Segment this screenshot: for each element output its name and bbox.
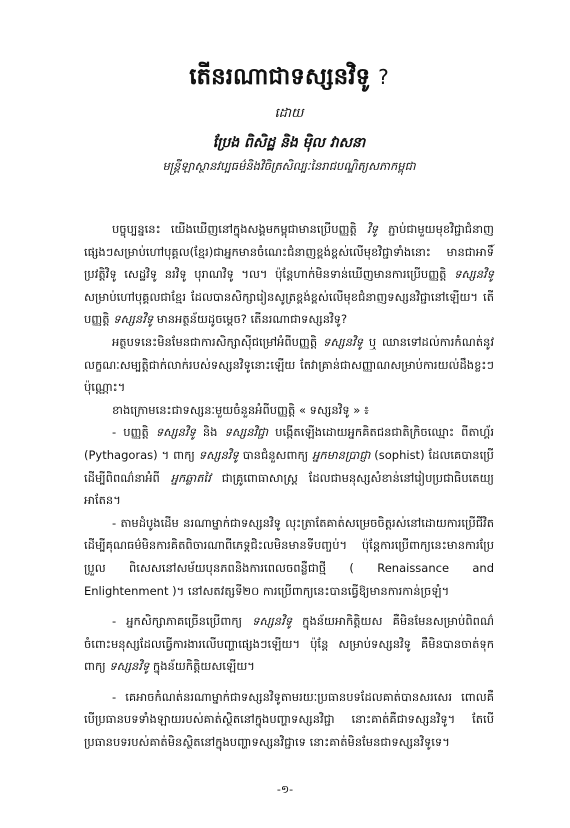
text-run: សម្រាប់ហៅបុគ្គលជាខ្មែរ ដែលបានសិក្សារៀនសូត្រខ្ពង់ខ្ពស់លើមុខជំនាញទស្សនវិជ្ជានៅឡើយ។ តើបញ្ញត្តិ [84,289,494,327]
italic-term: ទស្សនវិទូ [155,425,196,440]
text-run: - បញ្ញត្តិ [112,425,156,440]
text-run: ខាងក្រោមនេះជាទស្សនៈមួយចំនួនអំពីបញ្ញត្តិ « ទស្សនវិទូ » ៖ [112,402,369,417]
title-question-mark: ? [378,65,389,89]
paragraph-intro [84,218,494,331]
italic-term: ទស្សនវិទូ [252,614,293,629]
paragraph-point-3 [84,610,494,678]
italic-term: អ្នកឆ្លាតវៃ [170,470,211,485]
author-names: ប្រែង ពិសិដ្ឋ និង ម៉ិល វាសនា [212,135,366,151]
text-run: ក្នុងន័យអាកិត្តិយស គឺមិនមែនសម្រាប់ពិពណ៌ចំពោះមនុស្សដែលធ្វើការងារលើបញ្ហាផ្សេងៗឡើយ។ ប៉ុន្តែ សម្រាប់ទស្សនវិទូ គឺមិនបានចាត់ទុកពាក្យ [84,614,494,674]
paragraph-list-intro [84,399,494,422]
page-title [84,0,494,94]
text-run: មានអត្ថន័យដូចម្តេច? តើនរណាជាទស្សនវិទូ? [153,312,348,327]
italic-term: ទស្សនវិទូ [109,659,150,674]
text-run: - គេអាចកំណត់នរណាម្នាក់ជាទស្សនវិទូតាមរយៈប្រធានបទដែលគាត់បានសរសេរ ពោលគឺ បើប្រធានបទទាំងឡាយរបស់គាត់ស្ថិតនៅក្នុងបញ្ហាទស្សនវិជ្ជា នោះគាត់គឺជាទស្សនវិទូ។ តែបើប្រធានបទរបស់គាត់មិនស្ថិតនៅក្នុងបញ្ហាទស្សនវិជ្ជាទេ នោះគាត់មិនមែនជាទស្សនវិទូទេ។ [84,689,494,750]
paragraph-point-2 [84,512,494,602]
italic-term: ទស្សនវិទូ [198,447,239,462]
article-body [84,218,494,754]
text-run: ភ្ជាប់ជាមួយមុខវិជ្ជាជំនាញផ្សេងៗសម្រាប់ហៅបុគ្គល(ខ្មែរ)ជាអ្នកមានចំណេះជំនាញខ្ពង់ខ្ពស់លើមុខវិជ្ជាទាំងនោះ មានជាអាទិ៍ ប្រវត្តិវិទូ សេដ្ឋវិទូ នរវិទូ បុរាណវិទូ ។ល។ ប៉ុន្តែហាក់មិនទាន់ឃើញមានការប្រើបញ្ញត្តិ [84,222,494,282]
text-run: - តាមដំបូងដើម នរណាម្នាក់ជាទស្សនវិទូ លុះត្រាតែគាត់សម្រេចចិត្តរស់នៅដោយការប្រើជីវិតដើម្បីគុណធម៌មិនការគិតពិចារណាពីភេទ្តជិះលមិនមានទីបញ្ចប់។ ប៉ុន្តែការប្រើពាក្យនេះមានការប្រែប្រួល ពិសេសនៅសម័យបុនភពនិងការពេលចពន្លឺជាថ្មី ( Renaissance and Enlightenment )។ នៅសតវត្សទី២០ ការប្រើពាក្យនេះបានធ្វើឱ្យមានការកាន់ច្រឡំ។ [84,515,494,598]
text-run: បង្កើតឡើងដោយអ្នកគិតជនជាតិក្រិចឈ្មោះ ពីតាហ្គ័រ (Pythagoras) ។ ពាក្យ [84,425,494,462]
byline: ដោយ [274,106,304,121]
italic-term: អ្នកមានប្រាជ្ញា [312,447,371,462]
italic-term: វិទូ [366,222,378,236]
text-run: បច្ចុប្បន្ននេះ យើងឃើញនៅក្នុងសង្គមកម្ពុជាមានប្រើបញ្ញត្តិ [112,222,367,236]
italic-term: ទស្សនវិទូ [323,334,363,349]
text-run: ក្នុងន័យកិត្តិយសឡើយ។ [149,659,255,674]
text-run: ឬ ឈានទៅដល់ការកំណត់នូវលក្ខណៈសម្បត្តិជាក់លាក់របស់ទស្សនវិទូនោះឡើយ តែវាគ្រាន់ជាសញ្ញាណសម្រាប់ការយល់ដឹងខ្លះៗប៉ុណ្ណោះ។ [84,334,494,395]
text-run: អត្ថបទនេះមិនមែនជាការសិក្សាស៊ីជម្រៅអំពីបញ្ញត្តិ [112,334,324,349]
text-run: និង [195,425,225,440]
text-run: (sophist) ដែលគេបានប្រើដើម្បីពិពណ៌នាអំពី [84,447,494,485]
title-text: តើនរណាជាទស្សនវិទូ [189,64,371,90]
text-run: បានជំនួសពាក្យ [238,447,313,462]
paragraph-scope [84,331,494,399]
text-run: ជាគ្រូពោធាសាស្ត្រ ដែលជាមនុស្សសំខាន់នៅរៀបប្រជាធិបតេយ្យអាតែន។ [84,470,494,508]
paragraph-point-1 [84,421,494,511]
text-run: - អ្នកសិក្សាភាគច្រើនប្រើពាក្យ [112,614,253,629]
italic-term: ទស្សនវិជ្ជា [224,425,269,440]
italic-term: ទស្សនវិទូ [113,312,154,327]
paragraph-point-4 [84,686,494,754]
author-affiliation: មន្ត្រីឡាស្ថានវប្បធម៌និងវិចិត្រសិល្បៈនៃរាជបណ្ឌិត្យសភាកម្ពុជា [162,159,416,173]
page-number: -១- [276,783,294,796]
italic-term: ទស្សនវិទូ [454,267,494,282]
